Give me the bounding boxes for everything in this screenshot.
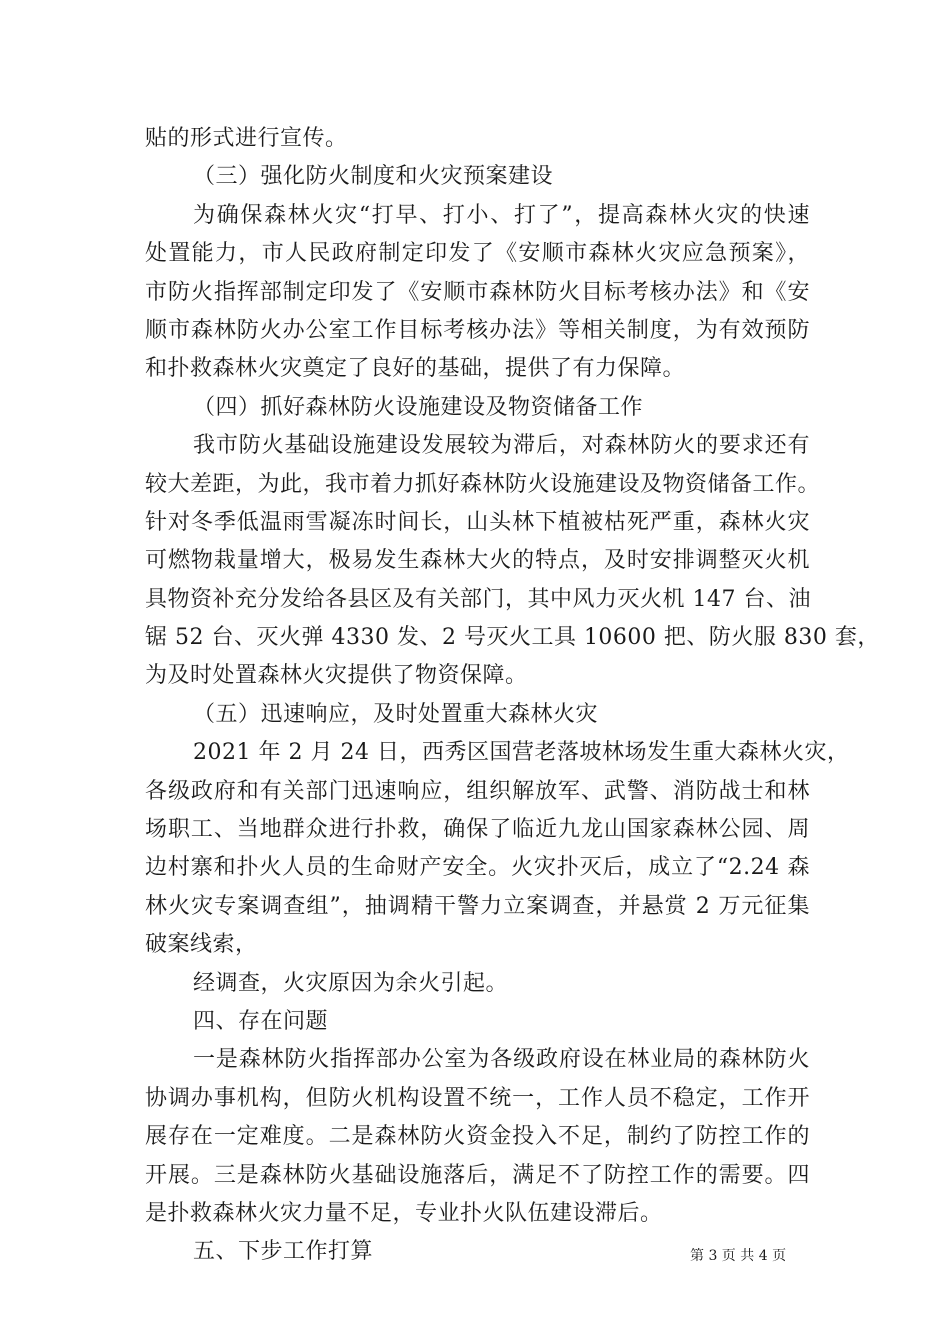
page-number: 第 3 页 共 4 页: [690, 1248, 787, 1264]
text-line: 和扑救森林火灾奠定了良好的基础，提供了有力保障。: [145, 356, 686, 382]
text-line: 锯 52 台、灭火弹 4330 发、2 号灭火工具 10600 把、防火服 830 套，: [145, 625, 880, 651]
text-line: 开展。三是森林防火基础设施落后，满足不了防控工作的需要。四: [145, 1162, 810, 1188]
text-line: 处置能力，市人民政府制定印发了《安顺市森林火灾应急预案》，: [145, 241, 810, 267]
text-line: 是扑救森林火灾力量不足，专业扑火队伍建设滞后。: [145, 1200, 663, 1226]
text-line: 林火灾专案调查组”，抽调精干警力立案调查，并悬赏 2 万元征集: [145, 893, 810, 919]
text-line: 市防火指挥部制定印发了《安顺市森林防火目标考核办法》和《安: [145, 279, 810, 305]
text-line: 为及时处置森林火灾提供了物资保障。: [145, 663, 528, 689]
document-body: [145, 120, 880, 1272]
text-line: 四、存在问题: [193, 1008, 329, 1034]
text-line: 协调办事机构，但防火机构设置不统一，工作人员不稳定，工作开: [145, 1085, 810, 1111]
text-line: 顺市森林防火办公室工作目标考核办法》等相关制度，为有效预防: [145, 317, 810, 343]
text-line: 为确保森林火灾“打早、打小、打了”，提高森林火灾的快速: [193, 202, 810, 228]
text-line: 具物资补充分发给各县区及有关部门，其中风力灭火机 147 台、油: [145, 586, 811, 612]
text-line: 可燃物栽量增大，极易发生森林大火的特点，及时安排调整灭火机: [145, 548, 810, 574]
text-line: 边村寨和扑火人员的生命财产安全。火灾扑灭后，成立了“2.24 森: [145, 855, 810, 881]
text-line: 五、下步工作打算: [193, 1239, 374, 1265]
text-line: 2021 年 2 月 24 日，西秀区国营老落坡林场发生重大森林火灾，: [193, 740, 850, 766]
text-line: 经调查，火灾原因为余火引起。: [193, 970, 509, 996]
text-line: 场职工、当地群众进行扑救，确保了临近九龙山国家森林公园、周: [145, 817, 810, 843]
text-line: 针对冬季低温雨雪凝冻时间长，山头林下植被枯死严重，森林火灾: [145, 509, 810, 535]
text-line: （三）强化防火制度和火灾预案建设: [193, 164, 554, 190]
text-line: 展存在一定难度。二是森林防火资金投入不足，制约了防控工作的: [145, 1124, 810, 1150]
text-line: （五）迅速响应，及时处置重大森林火灾: [193, 701, 599, 727]
text-line: 我市防火基础设施建设发展较为滞后，对森林防火的要求还有: [193, 433, 810, 459]
text-line: 贴的形式进行宣传。: [145, 126, 348, 151]
text-line: 各级政府和有关部门迅速响应，组织解放军、武警、消防战士和林: [145, 778, 810, 804]
text-line: 较大差距，为此，我市着力抓好森林防火设施建设及物资储备工作。: [145, 471, 821, 497]
text-line: 破案线索，: [145, 932, 258, 958]
text-line: 一是森林防火指挥部办公室为各级政府设在林业局的森林防火: [193, 1047, 810, 1073]
text-line: （四）抓好森林防火设施建设及物资储备工作: [193, 394, 644, 420]
